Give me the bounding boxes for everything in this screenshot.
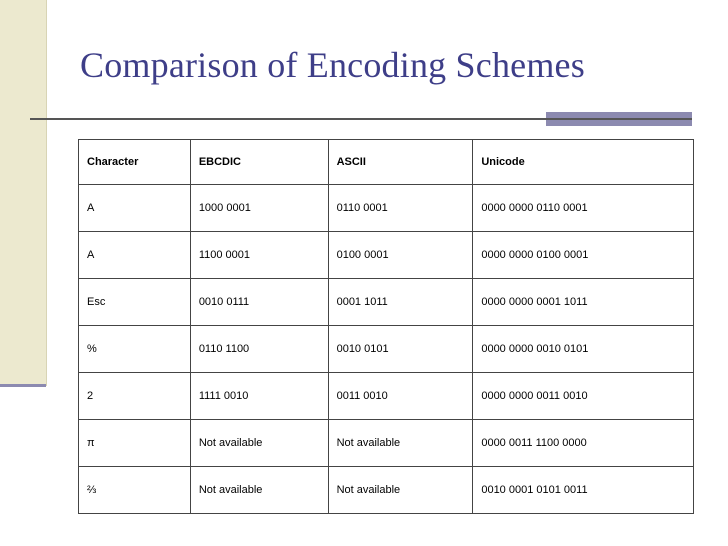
cell-unicode: 0000 0000 0010 0101 xyxy=(473,326,694,373)
table-row xyxy=(79,373,694,420)
cell-ascii: Not available xyxy=(328,467,473,514)
cell-unicode: 0010 0001 0101 0011 xyxy=(473,467,694,514)
header-ascii: ASCII xyxy=(328,140,473,185)
cell-unicode: 0000 0000 0100 0001 xyxy=(473,232,694,279)
cell-unicode: 0000 0011 1100 0000 xyxy=(473,420,694,467)
cell-ebcdic: 1111 0010 xyxy=(190,373,328,420)
header-character: Character xyxy=(79,140,191,185)
table-row xyxy=(79,185,694,232)
cell-ascii: 0100 0001 xyxy=(328,232,473,279)
cell-character: 2 xyxy=(79,373,191,420)
header-ebcdic: EBCDIC xyxy=(190,140,328,185)
title-rule xyxy=(30,118,692,120)
cell-character: A xyxy=(79,232,191,279)
cell-ebcdic: 1000 0001 xyxy=(190,185,328,232)
cell-ebcdic: 0110 1100 xyxy=(190,326,328,373)
table-row xyxy=(79,467,694,514)
table-header-row xyxy=(79,140,694,185)
cell-ascii: 0011 0010 xyxy=(328,373,473,420)
cell-unicode: 0000 0000 0011 0010 xyxy=(473,373,694,420)
slide-title: Comparison of Encoding Schemes xyxy=(80,45,585,85)
cell-character: ⅔ xyxy=(79,467,191,514)
table-row xyxy=(79,326,694,373)
table-row xyxy=(79,279,694,326)
cell-character: % xyxy=(79,326,191,373)
table-row xyxy=(79,420,694,467)
cell-ebcdic: 0010 0111 xyxy=(190,279,328,326)
cell-character: Esc xyxy=(79,279,191,326)
side-strip-accent xyxy=(0,384,46,387)
encoding-table xyxy=(78,139,694,514)
header-unicode: Unicode xyxy=(473,140,694,185)
cell-ebcdic: Not available xyxy=(190,420,328,467)
cell-ebcdic: 1100 0001 xyxy=(190,232,328,279)
cell-ascii: 0001 1011 xyxy=(328,279,473,326)
cell-ascii: 0010 0101 xyxy=(328,326,473,373)
cell-character: π xyxy=(79,420,191,467)
cell-ebcdic: Not available xyxy=(190,467,328,514)
side-strip xyxy=(0,0,46,386)
cell-ascii: 0110 0001 xyxy=(328,185,473,232)
table-row xyxy=(79,232,694,279)
side-strip-edge xyxy=(46,0,47,386)
cell-ascii: Not available xyxy=(328,420,473,467)
cell-unicode: 0000 0000 0110 0001 xyxy=(473,185,694,232)
cell-character: A xyxy=(79,185,191,232)
cell-unicode: 0000 0000 0001 1011 xyxy=(473,279,694,326)
